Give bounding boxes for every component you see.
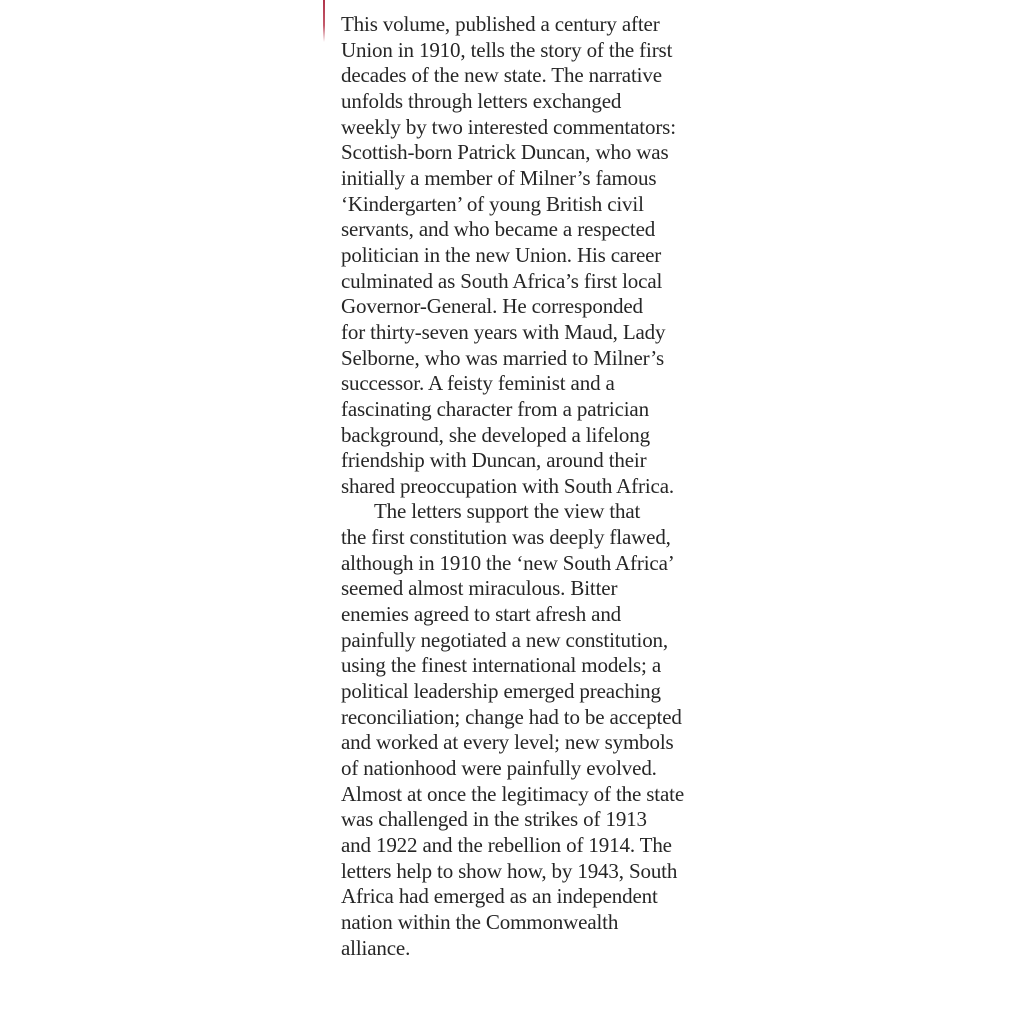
text-line: although in 1910 the ‘new South Africa’	[341, 550, 675, 575]
text-line: for thirty-seven years with Maud, Lady	[341, 319, 666, 344]
text-line: was challenged in the strikes of 1913	[341, 807, 647, 832]
text-line: alliance.	[341, 935, 411, 960]
text-line: shared preoccupation with South Africa.	[341, 473, 674, 498]
text-line: reconciliation; change had to be accepted	[341, 704, 682, 729]
text-line: nation within the Commonwealth	[341, 909, 619, 934]
text-line: successor. A feisty feminist and a	[341, 371, 615, 396]
text-line: decades of the new state. The narrative	[341, 63, 662, 88]
text-line: unfolds through letters exchanged	[341, 88, 622, 113]
text-line: political leadership emerged preaching	[341, 679, 661, 704]
text-line: background, she developed a lifelong	[341, 422, 650, 447]
text-line: seemed almost miraculous. Bitter	[341, 576, 618, 601]
text-line: Governor-General. He corresponded	[341, 294, 643, 319]
text-line: enemies agreed to start afresh and	[341, 602, 622, 627]
text-line: politician in the new Union. His career	[341, 242, 662, 267]
text-line: culminated as South Africa’s first local	[341, 268, 663, 293]
text-line: Almost at once the legitimacy of the state	[341, 781, 685, 806]
text-line: and worked at every level; new symbols	[341, 730, 674, 755]
body-text	[341, 12, 721, 961]
text-line: This volume, published a century after	[341, 12, 660, 36]
text-line: Union in 1910, tells the story of the first	[341, 37, 673, 62]
text-line: of nationhood were painfully evolved.	[341, 756, 657, 781]
text-line: The letters support the view that	[374, 499, 641, 524]
paragraph	[341, 499, 721, 961]
text-line: servants, and who became a respected	[341, 217, 656, 242]
text-line: initially a member of Milner’s famous	[341, 165, 657, 190]
text-line: letters help to show how, by 1943, South	[341, 858, 678, 883]
text-line: Scottish-born Patrick Duncan, who was	[341, 140, 669, 165]
text-line: using the finest international models; a	[341, 653, 662, 678]
paragraph	[341, 12, 721, 499]
text-line: Africa had emerged as an independent	[341, 884, 658, 909]
text-line: the first constitution was deeply flawed,	[341, 525, 671, 550]
text-line: and 1922 and the rebellion of 1914. The	[341, 833, 672, 857]
text-line: weekly by two interested commentators:	[341, 114, 676, 139]
text-line: ‘Kindergarten’ of young British civil	[341, 191, 644, 216]
text-line: painfully negotiated a new constitution,	[341, 627, 669, 652]
text-line: fascinating character from a patrician	[341, 396, 649, 421]
text-line: Selborne, who was married to Milner’s	[341, 345, 664, 370]
text-line: friendship with Duncan, around their	[341, 448, 647, 473]
page-edge-rule	[323, 0, 325, 42]
